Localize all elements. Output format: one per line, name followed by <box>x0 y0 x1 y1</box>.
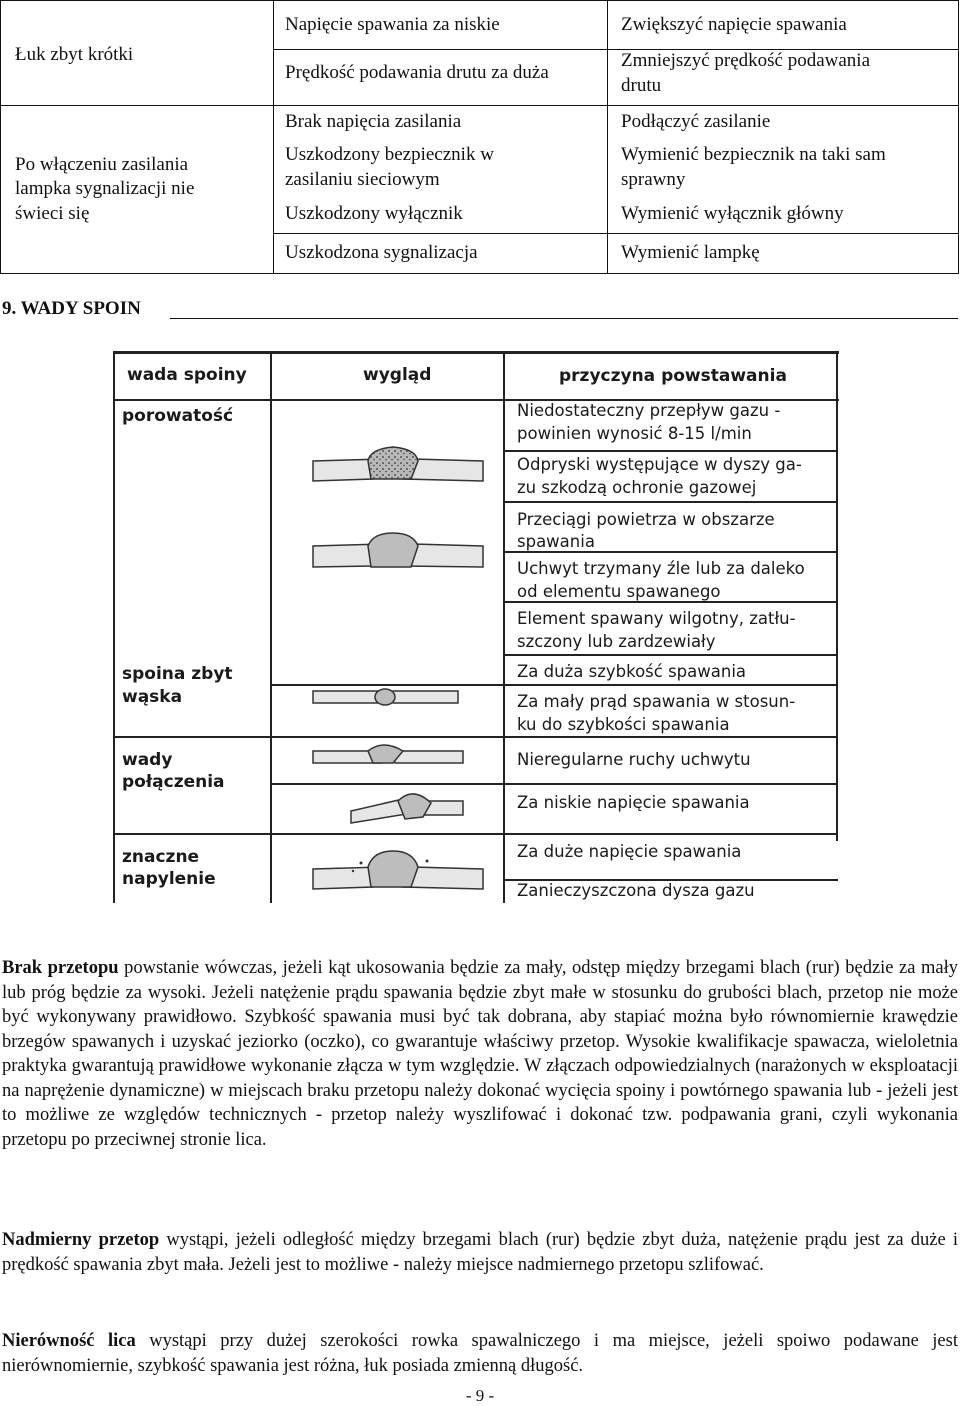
narrow-weld-icon <box>313 689 458 705</box>
spatter-weld-icon <box>313 851 483 889</box>
paragraph-lack-of-penetration: Brak przetopu powstanie wówczas, jeżeli kąt ukosowania będzie za mały, odstęp między brzegami blach (rur) będzie za mały lub próg będzie za wysoki. Jeżeli natężenie prądu spawania będzie zbyt małe w stosunku do grubości blach, przetop nie może być wykonywany prawidłowo. Szybkość spawania musi być tak dobrana, aby stapiać można było równomiernie krawędzie brzegów spawanych i uzyskać jeziorko (oczko), co gwarantuje właściwy przetop. Wysokie kwalifikacje spawacza, wieloletnia praktyka gwarantują prawidłowe wykonanie złącza w tym względzie. W złączach odpowiedzialnych (narażonych w eksploatacji na naprężenie dynamiczne) w miejscach braku przetopu należy dokonać wycięcia spoiny i powtórnego spawania lub - jeżeli jest to możliwe ze względów technicznych - przetop należy wyszlifować i dokonać tzw. podpawania grani, czyli wykonania przetopu po przeciwnej stronie lica. <box>2 958 959 1150</box>
cause-text: Odpryski występujące w dyszy ga- <box>517 455 802 474</box>
symptom-lamp-line-3: świeci się <box>15 203 90 224</box>
paragraph-excess-penetration: Nadmierny przetop wystąpi, jeżeli odległość między brzegami blach (rur) będzie zbyt duża, natężenie prądu jest za duże i prędkość spawania zbyt mała. Jeżeli jest to możliwe - należy miejsce nadmiernego przetopu szlifować. <box>2 1230 958 1275</box>
cause-cell: Uszkodzony wyłącznik <box>285 203 463 224</box>
remedy-cell: Zwiększyć napięcie spawania <box>621 14 847 35</box>
cause-text: szczony lub zardzewiały <box>517 632 716 651</box>
troubleshooting-table <box>0 0 959 274</box>
cause-text: Za mały prąd spawania w stosun- <box>517 692 796 711</box>
section-heading: 9. WADY SPOIN <box>2 298 141 319</box>
defect-narrow-line-2: wąska <box>122 687 183 707</box>
header-cause: przyczyna powstawania <box>559 366 787 386</box>
defect-porosity: porowatość <box>122 406 234 426</box>
remedy-cell: Wymienić bezpiecznik na taki sam <box>621 144 886 165</box>
defect-spatter-line-2: napylenie <box>122 869 216 889</box>
cause-text: Za duża szybkość spawania <box>517 662 747 681</box>
remedy-cell: Podłączyć zasilanie <box>621 111 771 132</box>
cause-text: Nieregularne ruchy uchwytu <box>517 750 751 769</box>
cause-text: Zanieczyszczona dysza gazu <box>517 881 755 900</box>
joint-defect-weld-icon <box>313 745 463 823</box>
remedy-cell: Wymienić lampkę <box>621 242 760 263</box>
cause-text: powinien wynosić 8-15 l/min <box>517 424 752 443</box>
paragraph-uneven-face: Nierówność lica wystąpi przy dużej szerokości rowka spawalniczego i ma miejsce, jeżeli spoiwo podawane jest nierównomiernie, szybkość spawania jest różna, łuk posiada zmienną długość. <box>2 1331 958 1376</box>
cause-cell: Napięcie spawania za niskie <box>285 14 500 35</box>
defect-narrow-line-1: spoina zbyt <box>122 664 233 684</box>
remedy-cell: sprawny <box>621 169 686 190</box>
cause-text: Uchwyt trzymany źle lub za daleko <box>517 559 805 578</box>
cause-text: Niedostateczny przepływ gazu - <box>517 401 781 420</box>
cause-text: Za niskie napięcie spawania <box>517 793 750 812</box>
cause-cell: Uszkodzony bezpiecznik w <box>285 144 494 165</box>
cause-text: spawania <box>517 532 595 551</box>
symptom-lamp-line-2: lampka sygnalizacji nie <box>15 178 195 199</box>
header-appearance: wygląd <box>363 365 432 385</box>
defect-joint-line-2: połączenia <box>122 772 225 792</box>
cause-cell: Uszkodzona sygnalizacja <box>285 242 478 263</box>
symptom-lamp-line-1: Po włączeniu zasilania <box>15 154 189 175</box>
defect-spatter-line-1: znaczne <box>122 847 200 867</box>
header-defect: wada spoiny <box>127 365 247 385</box>
cause-cell: zasilaniu sieciowym <box>285 169 440 190</box>
cause-cell: Brak napięcia zasilania <box>285 111 462 132</box>
symptom-short-arc: Łuk zbyt krótki <box>15 44 134 65</box>
cause-text: zu szkodzą ochronie gazowej <box>517 478 757 497</box>
cause-text: ku do szybkości spawania <box>517 715 730 734</box>
cause-text: Element spawany wilgotny, zatłu- <box>517 609 796 628</box>
term-excess-penetration: Nadmierny przetop <box>2 1230 160 1250</box>
term-uneven-face: Nierówność lica <box>2 1331 136 1351</box>
cause-text: od elementu spawanego <box>517 582 721 601</box>
cause-cell: Prędkość podawania drutu za duża <box>285 62 549 83</box>
cause-text: Przeciągi powietrza w obszarze <box>517 510 775 529</box>
term-lack-of-penetration: Brak przetopu <box>2 958 119 978</box>
normal-weld-icon <box>313 533 483 567</box>
remedy-cell: Zmniejszyć prędkość podawania <box>621 50 871 71</box>
defect-joint-line-1: wady <box>122 750 173 770</box>
porosity-weld-icon <box>313 447 483 481</box>
heading-rule <box>170 318 958 319</box>
remedy-cell: drutu <box>621 75 662 96</box>
cause-text: Za duże napięcie spawania <box>517 842 742 861</box>
page-number: - 9 - <box>465 1386 495 1405</box>
remedy-cell: Wymienić wyłącznik główny <box>621 203 844 224</box>
weld-appearance-illustrations <box>273 401 501 901</box>
weld-defects-table <box>113 351 839 903</box>
